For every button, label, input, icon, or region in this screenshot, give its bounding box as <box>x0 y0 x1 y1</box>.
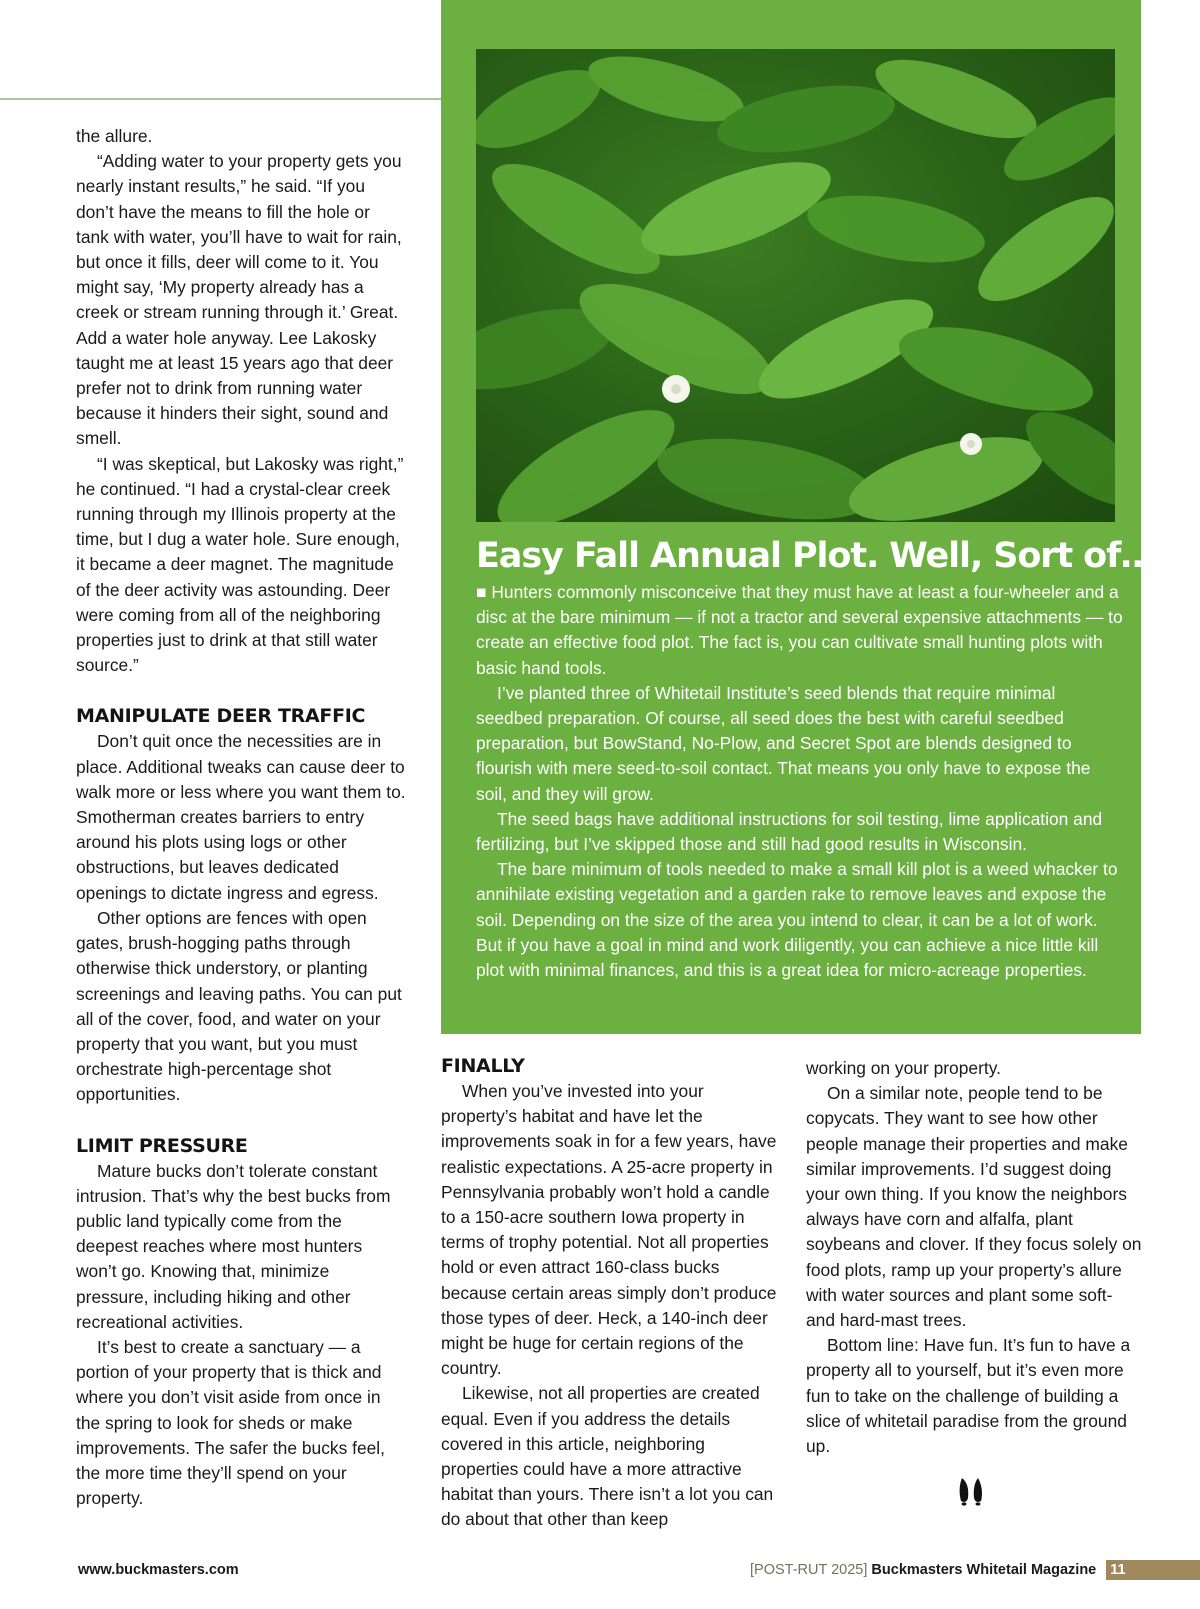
paragraph: “Adding water to your property gets you nearly instant results,” he said. “If you don’t have the means to fill the hole or tank with water, you’ll have to wait for rain, but once it fills, deer will come to it. You might say, ‘My property already has a creek or stream running through it.’ Great. Add a water hole anyway. Lee Lakosky taught me at least 15 years ago that deer prefer not to drink from running water because it hinders their sight, sound and smell. <box>76 151 402 449</box>
paragraph: It’s best to create a sanctuary — a portion of your property that is thick and where you don’t visit aside from once in the spring to look for sheds or make improvements. The safer the bucks feel, the more time they’ll spend on your property. <box>76 1336 385 1509</box>
page-number: 11 <box>1106 1560 1200 1580</box>
paragraph: Bottom line: Have fun. It’s fun to have a property all to yourself, but it’s even more fun to take on the challenge of building a slice of whitetail paradise from the ground up. <box>806 1335 1131 1457</box>
paragraph: working on your property. <box>806 1058 1001 1078</box>
footer-magazine: Buckmasters Whitetail Magazine <box>871 1562 1097 1578</box>
paragraph: The bare minimum of tools needed to make a small kill plot is a weed whacker to annihilate existing vegetation and a garden rake to remove leaves and expose the soil. Depending on the size of the area you intend to clear, it can be a lot of work. But if you have a goal in mind and work diligently, you can achieve a nice little kill plot with minimal finances, and this is a great idea for micro-acreage properties. <box>476 859 1118 981</box>
clover-plot-photo <box>476 49 1115 522</box>
footer-masthead <box>750 1560 1200 1580</box>
section-heading-traffic: MANIPULATE DEER TRAFFIC <box>76 705 366 728</box>
paragraph: On a similar note, people tend to be copycats. They want to see how other people manage their properties and make similar improvements. I’d suggest doing your own thing. If you know the neighbors always have corn and alfalfa, plant soybeans and clover. If they focus solely on food plots, ramp up your property’s allure with water sources and plant some soft- and hard-mast trees. <box>806 1083 1142 1331</box>
sidebar-title: Easy Fall Annual Plot. Well, Sort of… <box>476 536 1155 576</box>
article-column-2 <box>441 1054 779 1533</box>
paragraph: When you’ve invested into your property’s habitat and have let the improvements soak in for a few years, have realistic expectations. A 25-acre property in Pennsylvania probably won’t hold a candle to a 150-acre southern Iowa property in terms of trophy potential. Not all properties hold or even attract 160-class bucks because certain areas simply don’t produce those types of deer. Heck, a 140-inch deer might be huge for certain regions of the country. <box>441 1081 777 1379</box>
paragraph: Don’t quit once the necessities are in place. Additional tweaks can cause deer to walk more or less where you want them to. Smotherman creates barriers to entry around his plots using logs or other obstructions, but leaves dedicated openings to dictate ingress and egress. <box>76 731 406 903</box>
top-rule <box>0 98 441 100</box>
paragraph: Other options are fences with open gates, brush-hogging paths through otherwise thick understory, or planting screenings and leaving paths. You can put all of the cover, food, and water on your property that you want, but you must orchestrate high-percentage shot opportunities. <box>76 907 402 1105</box>
section-heading-pressure: LIMIT PRESSURE <box>76 1134 248 1157</box>
paragraph: “I was skeptical, but Lakosky was right,” he continued. “I had a crystal-clear creek running through my Illinois property at the time, but I dug a water hole. Sure enough, it became a deer magnet. The magnitude of the deer activity was astounding. Deer were coming from all of the neighboring properties just to drink at that still water source.” <box>76 453 404 676</box>
paragraph: Likewise, not all properties are created equal. Even if you address the details covered in this article, neighboring properties could have a more attractive habitat than yours. There isn’t a lot you can do about that other than keep <box>441 1383 774 1530</box>
section-heading-finally: FINALLY <box>441 1055 525 1077</box>
paragraph: I’ve planted three of Whitetail Institute’s seed blends that require minimal seedbed preparation. Of course, all seed does the best with careful seedbed preparation, but BowStand, No-Plow, and Secret Spot are blends designed to flourish with mere seed-to-soil contact. That means you only have to expose the soil, and they will grow. <box>476 682 1091 804</box>
footer-issue: [POST-RUT 2025] <box>750 1562 868 1578</box>
hoof-print-icon <box>958 1476 984 1506</box>
paragraph: Mature bucks don’t tolerate constant intrusion. That’s why the best bucks from public land typically come from the deepest reaches where most hunters won’t go. Knowing that, minimize pressure, including hiking and other recreational activities. <box>76 1160 391 1332</box>
paragraph: The seed bags have additional instructions for soil testing, lime application and fertilizing, but I’ve skipped those and still had good results in Wisconsin. <box>476 808 1103 855</box>
paragraph: ■ Hunters commonly misconceive that they must have at least a four-wheeler and a disc at the bare minimum — if not a tractor and several expensive attachments — to create an effective food plot. The fact is, you can cultivate small hunting plots with basic hand tools. <box>476 582 1123 678</box>
sidebar-body <box>476 580 1126 983</box>
paragraph: the allure. <box>76 126 153 146</box>
article-column-3 <box>806 1056 1146 1459</box>
article-column-1 <box>76 124 406 1511</box>
footer-website: www.buckmasters.com <box>78 1562 239 1578</box>
